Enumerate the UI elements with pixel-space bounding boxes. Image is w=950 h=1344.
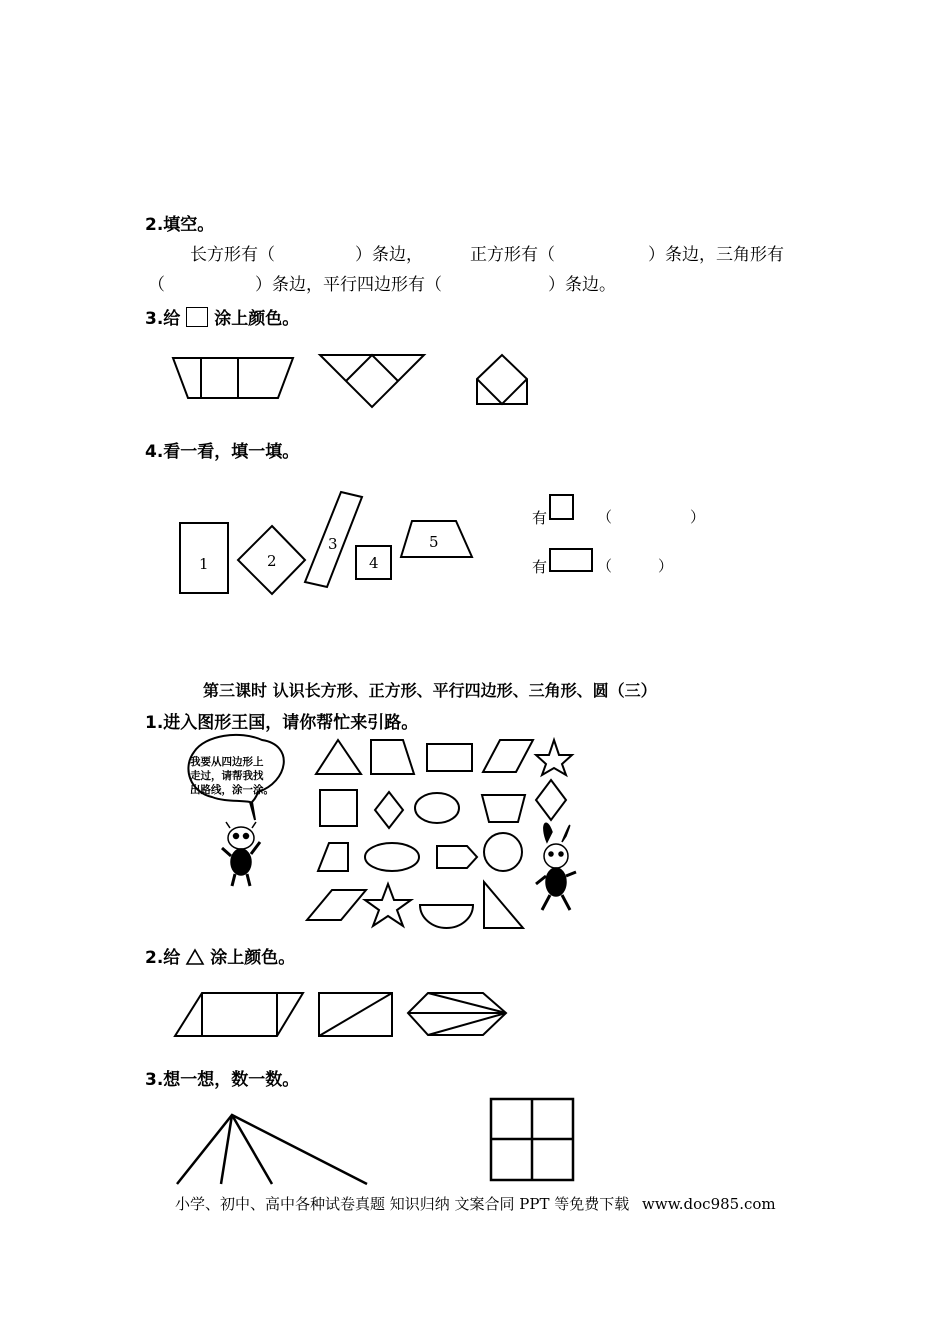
q4-title: 4.看一看，填一填。 (145, 442, 300, 462)
speech-line-3: 出路线，涂一涂。 (190, 784, 274, 796)
q3-title-before: 3.给 (145, 309, 181, 329)
lesson3-heading: 第三课时 认识长方形、正方形、平行四边形、三角形、圆（三） (203, 681, 657, 700)
l3-q2-title-before: 2.给 (145, 948, 181, 968)
speech-line-1: 我要从四边形上 (190, 756, 264, 768)
q2-line1-part1: 长方形有（ (190, 245, 275, 265)
q2-line1-part2: ）条边， (355, 245, 423, 265)
q2-line2-part2: ）条边，平行四边形有（ (255, 275, 442, 295)
speech-line-2: 走过，请帮我找 (190, 770, 264, 782)
footer (175, 1193, 780, 1214)
q4-row2-paren-open: （ (597, 557, 613, 575)
l3-q1-title: 1.进入图形王国，请你帮忙来引路。 (145, 713, 419, 733)
q4-row2-paren-close: ） (658, 557, 674, 575)
q4-row1-paren-open: （ (597, 508, 613, 526)
q2-line1-part4: ）条边，三角形有 (648, 245, 784, 265)
l3-q3-title: 3.想一想，数一数。 (145, 1070, 300, 1090)
q4-row1-prefix: 有 (532, 509, 548, 527)
q2-line1-part3: 正方形有（ (470, 245, 555, 265)
footer-text: 小学、初中、高中各种试卷真题 知识归纳 文案合同 PPT 等免费下载 (175, 1195, 630, 1213)
q4-label-5: 5 (429, 533, 439, 551)
q4-label-3: 3 (328, 535, 338, 553)
footer-url[interactable]: www.doc985.com (642, 1195, 776, 1213)
q4-label-4: 4 (369, 554, 379, 572)
q4-label-2: 2 (267, 552, 277, 570)
q2-title: 2.填空。 (145, 215, 215, 235)
q4-row2-prefix: 有 (532, 558, 548, 576)
l3-q3-figure-square (491, 1099, 573, 1180)
l3-q2-title-after: 涂上颜色。 (210, 948, 296, 968)
q2-line2-part1: （ (148, 275, 165, 295)
l3-q3-figure-triangle (177, 1115, 367, 1184)
q4-row1-paren-close: ） (690, 508, 706, 526)
q4-label-1: 1 (199, 555, 209, 573)
q3-title-after: 涂上颜色。 (214, 309, 300, 329)
q2-line2-part3: ）条边。 (548, 275, 616, 295)
